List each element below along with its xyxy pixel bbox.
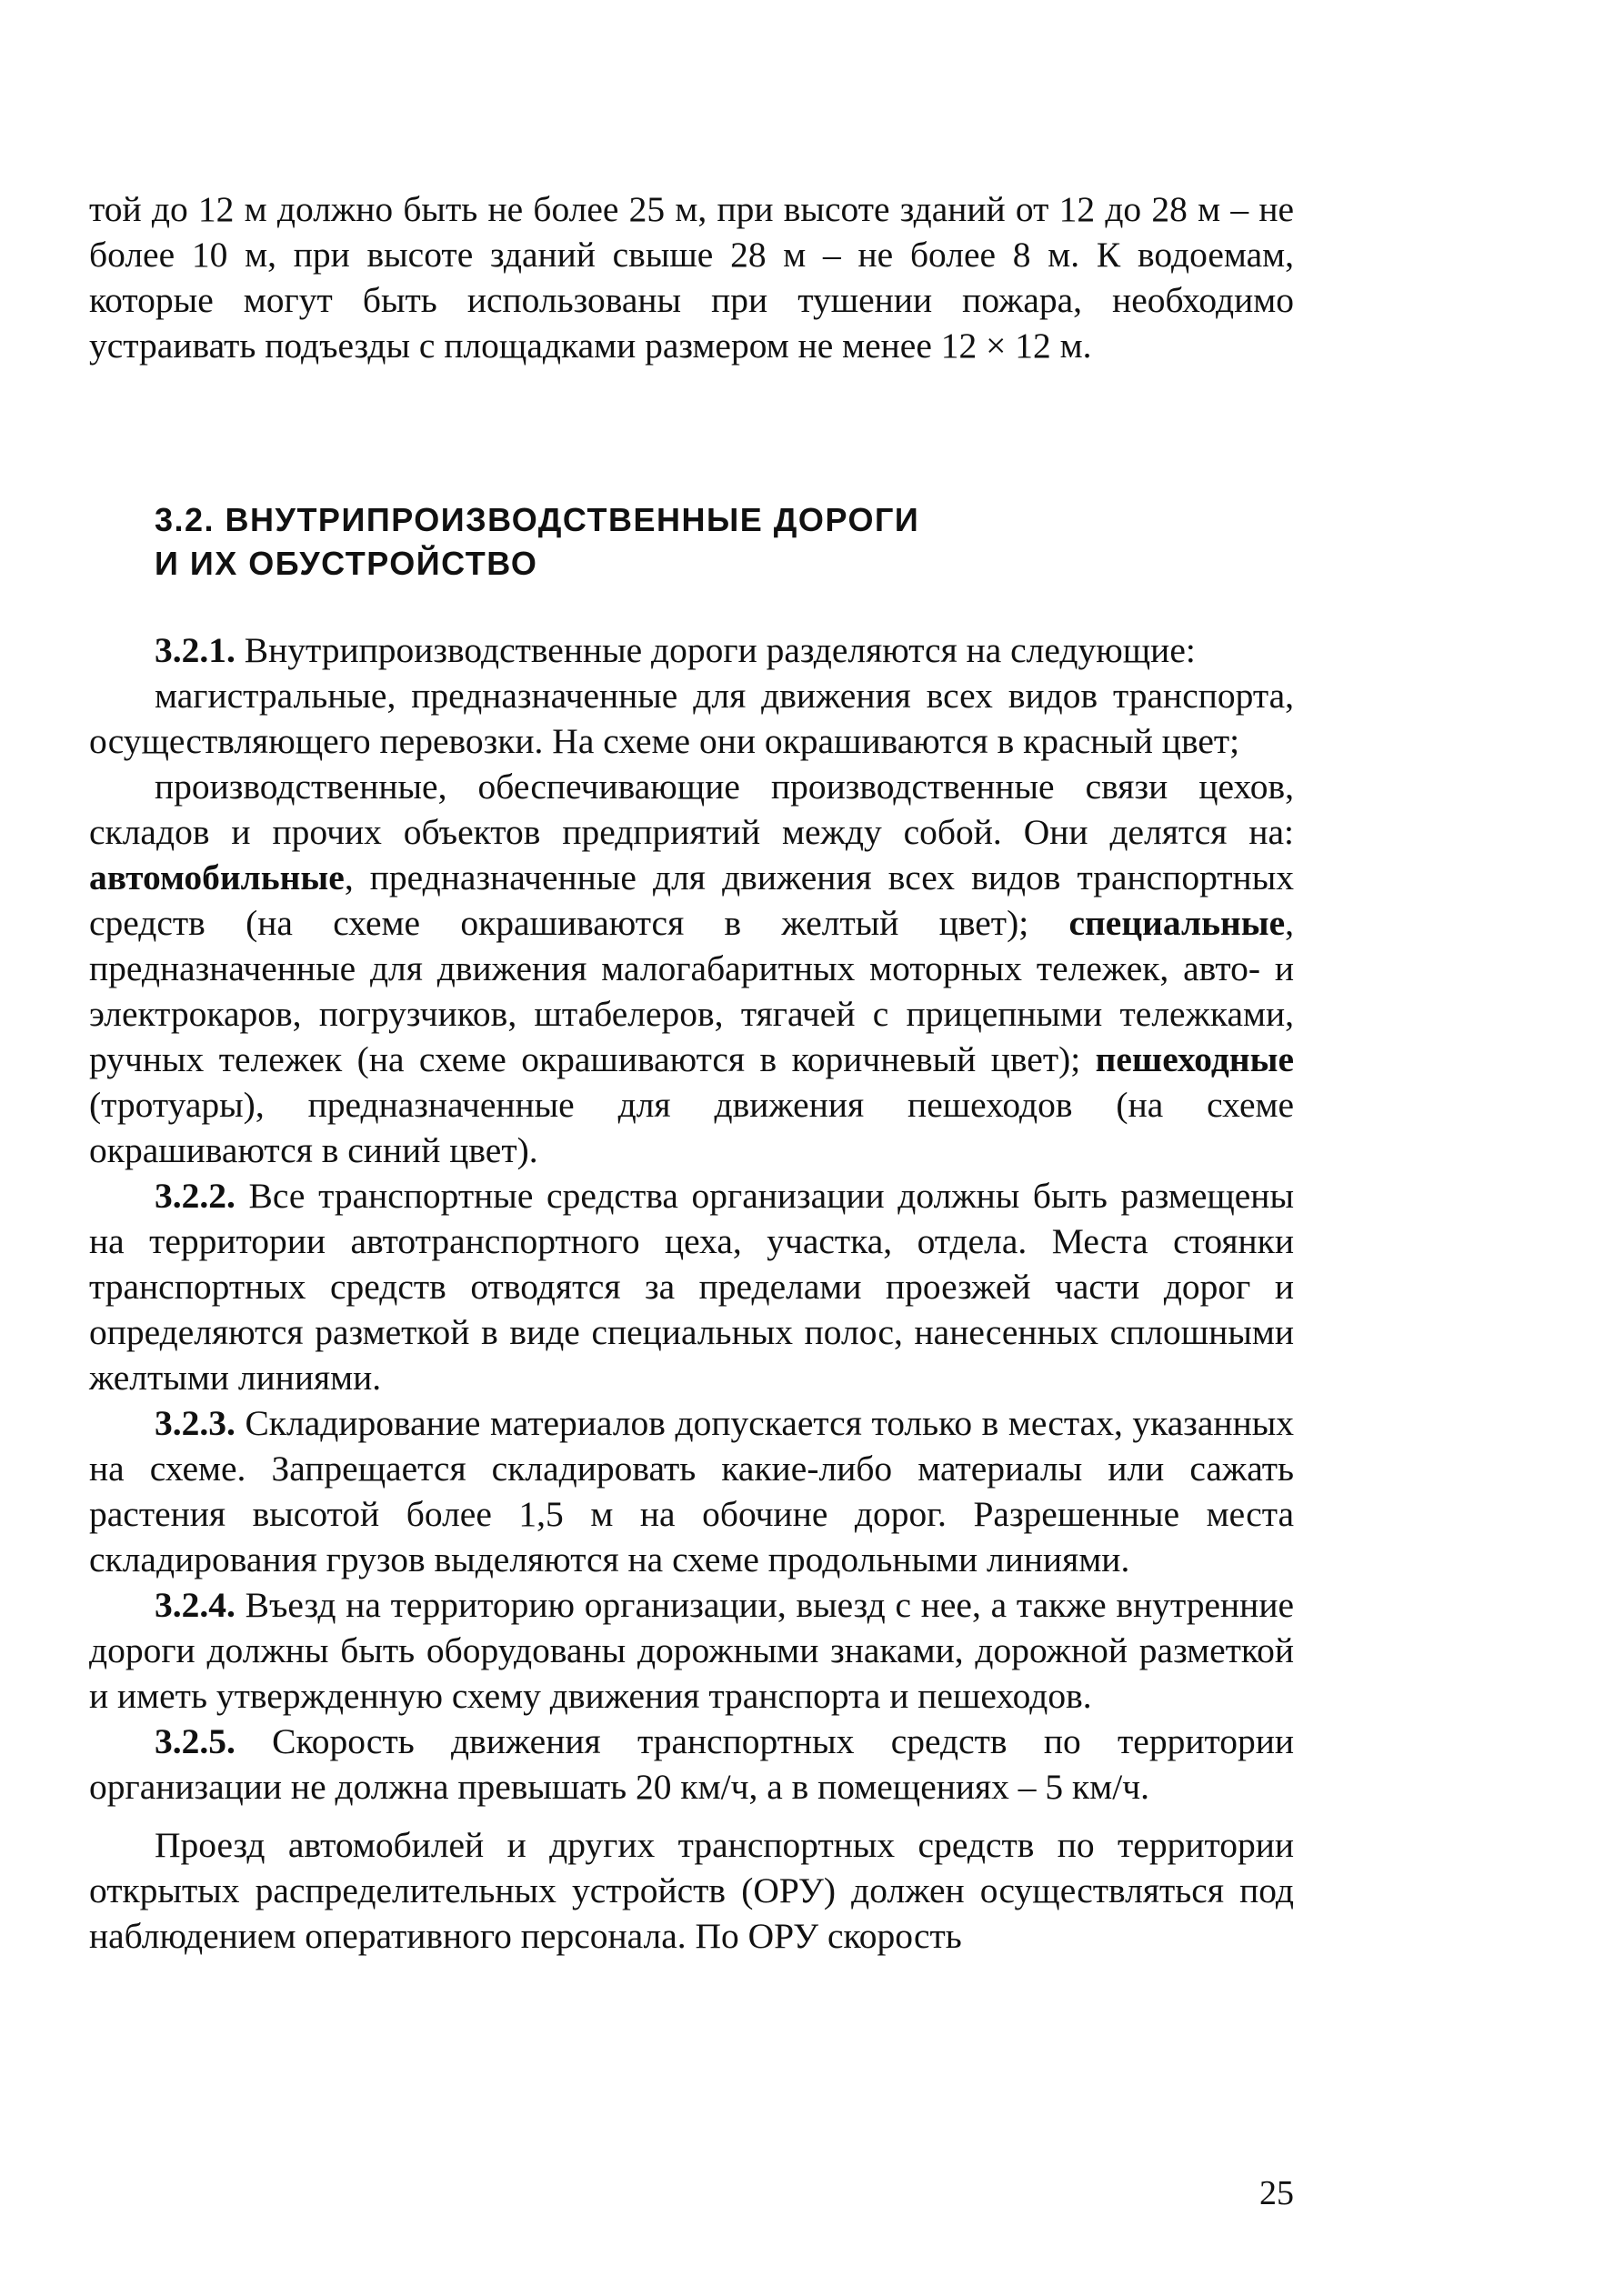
clause-text: , предназначенные для движения всех видов транспортных средств (на схеме окрашиваются в желтый цвет); (89, 857, 1294, 943)
clause-number: 3.2.4. (155, 1585, 236, 1625)
clause-3-2-1-mainline (89, 673, 1294, 764)
clause-number: 3.2.3. (155, 1403, 236, 1443)
clause-text: Складирование материалов допускается только в местах, указанных на схеме. Запрещается складировать какие-либо материалы или сажать растения высотой более 1,5 м на обочине дорог. Разрешенные места складирования грузов выделяются на схеме продольными линиями. (89, 1403, 1294, 1579)
term-special: специальные (1068, 903, 1286, 943)
clause-number: 3.2.1. (155, 630, 236, 670)
clause-3-2-1 (89, 627, 1294, 673)
intro-paragraph (89, 186, 1294, 368)
clause-3-2-1-production (89, 764, 1294, 1173)
page-number: 25 (1259, 2174, 1294, 2212)
term-pedestrian: пешеходные (1095, 1039, 1294, 1079)
clause-3-2-5 (89, 1719, 1294, 1810)
paragraph-oru (89, 1822, 1294, 1959)
clause-3-2-3 (89, 1400, 1294, 1582)
clause-text: (тротуары), предназначенные для движения пешеходов (на схеме окрашиваются в синий цвет). (89, 1085, 1294, 1170)
section-body (89, 627, 1294, 1959)
term-automobile: автомобильные (89, 857, 345, 897)
clause-text: Въезд на территорию организации, выезд с нее, а также внутренние дороги должны быть оборудованы дорожными знаками, дорожной разметкой и иметь утвержденную схему движения транспорта и пешеходов. (89, 1585, 1294, 1716)
section-heading-line-1: 3.2. ВНУТРИПРОИЗВОДСТВЕННЫЕ ДОРОГИ (155, 501, 920, 538)
section-heading (155, 498, 1282, 586)
clause-3-2-4 (89, 1582, 1294, 1719)
clause-text: Все транспортные средства организации должны быть размещены на территории автотранспортного цеха, участка, отдела. Места стоянки транспортных средств отводятся за пределами проезжей части дорог и определяются разметкой в виде специальных полос, нанесенных сплошными желтыми линиями. (89, 1176, 1294, 1398)
clause-text: , предназначенные для движения малогабаритных моторных тележек, авто- и электрокаров, погрузчиков, штабелеров, тягачей с прицепными тележками, ручных тележек (на схеме окрашиваются в коричневый цвет); (89, 903, 1294, 1079)
clause-text: Внутрипроизводственные дороги разделяются на следующие: (235, 630, 1196, 670)
clause-number: 3.2.5. (155, 1721, 236, 1761)
clause-text: Скорость движения транспортных средств по территории организации не должна превышать 20 км/ч, а в помещениях – 5 км/ч. (89, 1721, 1294, 1807)
clause-3-2-2 (89, 1173, 1294, 1400)
clause-text: Проезд автомобилей и других транспортных средств по территории открытых распределительных устройств (ОРУ) должен осуществляться под наблюдением оперативного персонала. По ОРУ скорость (89, 1825, 1294, 1956)
section-heading-line-2: И ИХ ОБУСТРОЙСТВО (155, 545, 538, 582)
clause-text: магистральные, предназначенные для движения всех видов транспорта, осуществляющего перевозки. На схеме они окрашиваются в красный цвет; (89, 676, 1294, 761)
paragraph-text: той до 12 м должно быть не более 25 м, при высоте зданий от 12 до 28 м – не более 10 м, при высоте зданий свыше 28 м – не более 8 м. К водоемам, которые могут быть использованы при тушении пожара, необходимо устраивать подъезды с площадками размером не менее 12 × 12 м. (89, 189, 1294, 366)
clause-text: производственные, обеспечивающие производственные связи цехов, складов и прочих объектов предприятий между собой. Они делятся на: (89, 767, 1294, 852)
clause-number: 3.2.2. (155, 1176, 236, 1216)
